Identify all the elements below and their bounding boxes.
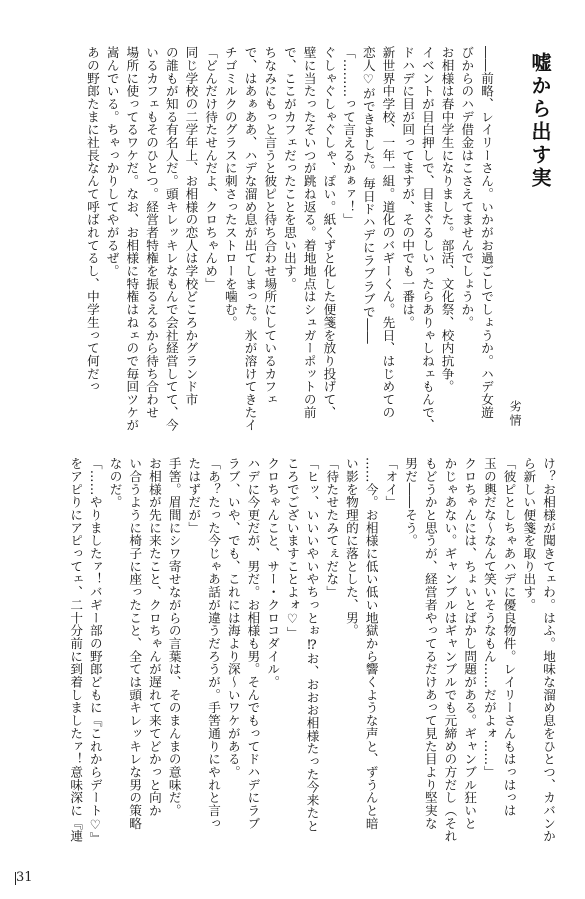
upper-text-block <box>36 46 496 434</box>
text-column: チゴミルクのグラスに刺さったストローを噛む。 <box>222 46 238 329</box>
text-column: クロちゃんこと、サー・クロコダイル。 <box>265 457 281 689</box>
story-title: 嘘から出す実 <box>528 52 552 190</box>
text-column: い影を物理的に落とした、男。 <box>343 457 359 637</box>
text-column: 手筈。眉間にシワ寄せながらの言葉は、そのまんまの意味だ。 <box>166 457 182 817</box>
text-column: 「待たせたみてぇだな」 <box>324 457 340 599</box>
text-column: 「……やりましたァ！バギー部の野郎どもに『これからデート♡』 <box>87 457 103 845</box>
text-column: ――前略、レイリーさん。いかがお過ごしでしょうか。ハデ女遊 <box>479 46 494 419</box>
text-column: ハデに今更だが、男だ。お相様も男。そんでもってドハデにラブ <box>245 457 261 830</box>
text-column: 男だ――そう。 <box>403 457 419 547</box>
text-column: の誰もが知る有名人だ。頭キレッキレなもんで会社経営してて、今 <box>163 46 179 432</box>
text-column: で、ここがカフェだったことを思い出す。 <box>281 46 297 291</box>
lower-text-block <box>38 457 558 871</box>
text-column: たはずだが」 <box>186 457 202 535</box>
text-column: 玉の輿だな～なんて笑いそうなもん……だがよォ……」 <box>481 457 497 779</box>
text-column: 「………って言えるかぁァ！」 <box>341 46 357 226</box>
text-column: 嵩んでいる。ちゃっかりしてやがるぜ。 <box>104 46 120 278</box>
text-column: 「ヒッ、いいいやいやちっとぉ⁉お、おおお相様たった今来たと <box>304 457 320 833</box>
text-column: け？お相様が聞きてェわ。はふ。地味な溜め息をひとつ、カバンか <box>541 457 556 843</box>
text-column: お相様が先に来たこと、クロちゃんが遅れて来てどかっと向か <box>146 457 162 817</box>
text-column: ら新しい便箋を取り出す。 <box>521 457 537 612</box>
page-number: 31 <box>16 870 33 885</box>
text-column: 同じ学校の二学年上、お相様の恋人は学校どころかグランド市 <box>183 46 199 406</box>
text-column: クロちゃんには、ちょいとばかし問題がある。ギャンブル狂いと <box>462 457 478 830</box>
text-column: をアピりにアピってェ、二十分前に到着しましたァ！意味深に『連 <box>68 457 84 843</box>
text-column: なのだ。 <box>107 457 123 509</box>
text-column: ドハデに目が回ってますが、その中でも一番は。 <box>400 46 416 329</box>
text-column: 「あ？たった今じゃあ話が違うだろうが。手筈通りにやれと言っ <box>206 457 222 830</box>
text-column: あの野郎たまに社長なんて呼ばれてるし、中学生って何だっ <box>84 46 100 393</box>
text-column: 壁に当たったそいつが跳ね返る。着地地点はシュガーポットの前 <box>301 46 317 419</box>
text-column: ……今。お相様に低い低い地獄から響くような声と、ずうんと暗 <box>363 457 379 830</box>
author-name: 劣情 <box>508 400 522 428</box>
text-column: ころでございますことよォ♡」 <box>284 457 300 640</box>
text-column: お相様は春中学生になりました。部活、文化祭、校内抗争。 <box>439 46 455 393</box>
text-column: ちなみにもっと言うと彼ピと待ち合わせ場所にしているカフェ <box>262 46 278 406</box>
text-column: もどうかと思うが、経営者やってるだけあって見た目より堅実な <box>422 457 438 830</box>
text-column: びからのハデ借金はこさえてませんでしょうか。 <box>459 46 475 329</box>
text-column: 「どんだけ待たせんだよ、クロちゃんめ」 <box>203 46 219 291</box>
text-column: いるカフェもそのひとつ。経営者特権を振るえるから待ち合わせ <box>144 46 160 419</box>
text-column: ぐしゃぐしゃぐしゃ、ぽい。紙くずと化した便箋を放り投げて、 <box>321 46 337 419</box>
text-column: 恋人♡ができました。毎日ドハデにラブラブで―― <box>360 46 376 344</box>
text-column: ラブ、いや、でも、これには海より深～いワケがある。 <box>225 457 241 779</box>
text-column: い合うように椅子に座ったこと、全ては頭キレッキレな男の策略 <box>127 457 143 830</box>
text-column: で、はあぁああ、ハデな溜め息が出てしまった。氷が溶けてきたイ <box>242 46 258 432</box>
text-column: 「オイ」 <box>383 457 399 509</box>
text-column: イベントが目白押しで、目まぐるしいったらありゃしねェもんで、 <box>419 46 435 432</box>
text-column: 場所に使ってるワケだ。なお、お相様に特権はねェので毎回ツケが <box>124 46 140 432</box>
text-column: かじゃあない。ギャンブルはギャンブルでも元締めの方だし（それ <box>442 457 458 843</box>
text-column: 新世界中学校、一年一組。道化のバギーくん。先日、はじめての <box>380 46 396 419</box>
text-column: 「彼ピとしちゃあハデに優良物件。レイリーさんもはっはっは <box>501 457 517 817</box>
